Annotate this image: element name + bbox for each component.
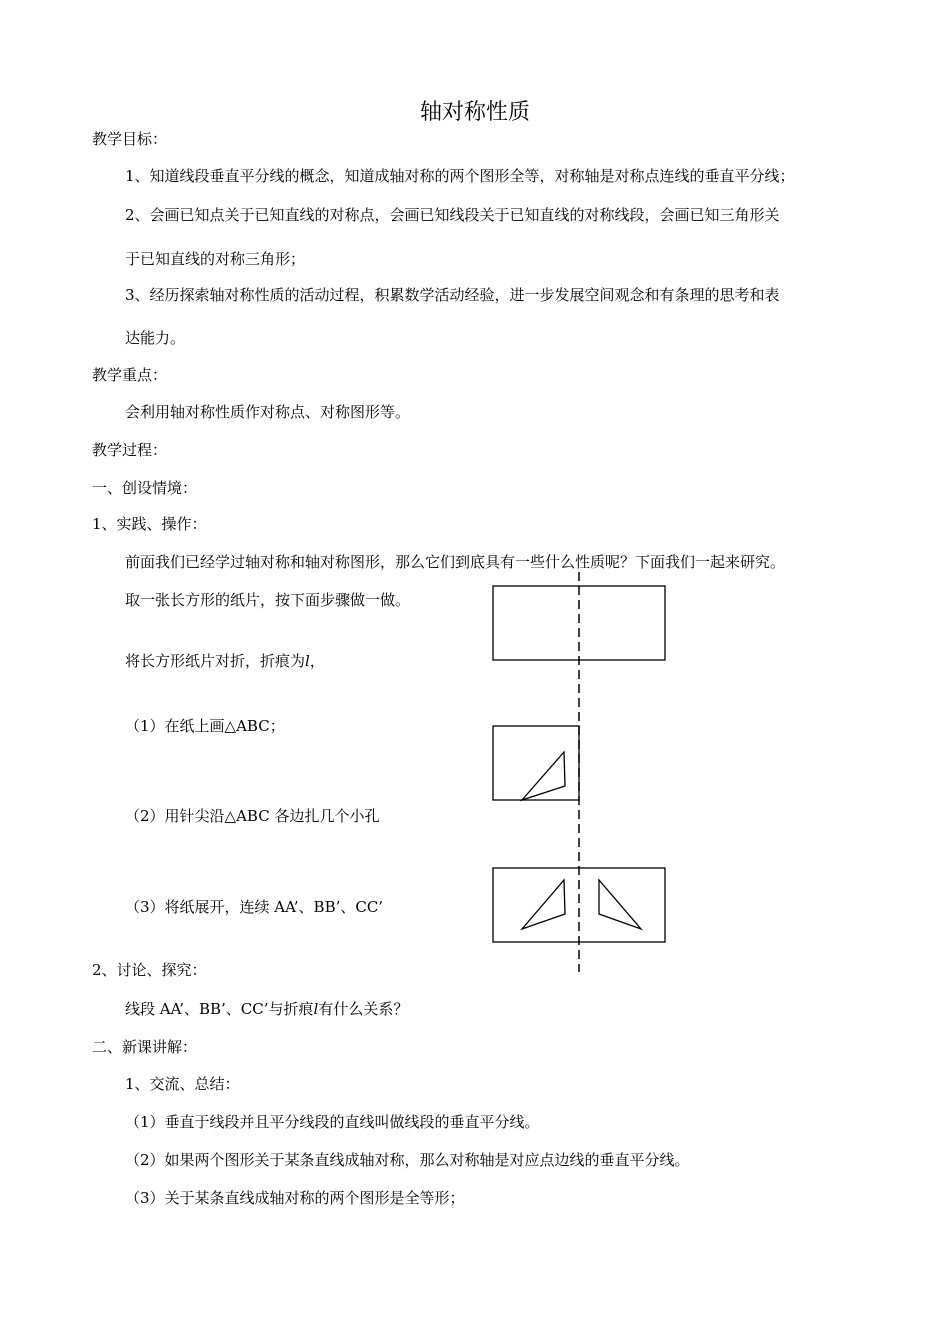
goal-3-line-1: 3、经历探索轴对称性质的活动过程，积累数学活动经验，进一步发展空间观念和有条理的思考和表: [125, 286, 780, 304]
subsection-2-heading: 2、讨论、探究：: [92, 961, 207, 979]
section-2-heading: 二、新课讲解：: [92, 1038, 198, 1056]
intro-text: 前面我们已经学过轴对称和轴对称图形，那么它们到底具有一些什么性质呢？下面我们一起来研究。: [125, 553, 786, 571]
point-3: （3）关于某条直线成轴对称的两个图形是全等形；: [125, 1189, 465, 1207]
subsection-3-heading: 1、交流、总结：: [125, 1075, 240, 1093]
question-suffix: 有什么关系？: [318, 1000, 409, 1018]
step-2: （2）用针尖沿△ABC 各边扎几个小孔: [125, 807, 380, 825]
step-fold-prefix: 将长方形纸片对折，折痕为: [125, 652, 306, 670]
question: [125, 999, 408, 1019]
process-heading: 教学过程：: [92, 441, 168, 459]
goals-heading: 教学目标：: [92, 130, 168, 148]
step-fold: [125, 651, 325, 671]
goal-2-line-1: 2、会画已知点关于已知直线的对称点，会画已知线段关于已知直线的对称线段，会画已知三角形关: [125, 206, 780, 224]
triangle-abc: [522, 880, 565, 929]
step-1: （1）在纸上画△ABC；: [125, 717, 285, 735]
step-3: （3）将纸展开，连续 AA’、BB’、CC’: [125, 898, 384, 916]
triangle-abc-folded: [522, 752, 565, 800]
question-prefix: 线段 AA’、BB’、CC’与折痕: [125, 1000, 314, 1018]
step-fold-suffix: ，: [309, 652, 325, 670]
section-1-heading: 一、创设情境：: [92, 479, 198, 497]
subsection-1-heading: 1、实践、操作：: [92, 515, 207, 533]
folded-paper-rectangle: [493, 726, 579, 800]
goal-3-line-2: 达能力。: [125, 329, 186, 347]
question-variable: l: [313, 1000, 319, 1018]
goal-2-line-2: 于已知直线的对称三角形；: [125, 250, 306, 268]
page-title: 轴对称性质: [419, 100, 530, 125]
fold-variable: l: [305, 652, 310, 670]
key-text: 会利用轴对称性质作对称点、对称图形等。: [125, 403, 411, 421]
full-paper-rectangle: [493, 586, 665, 660]
goal-1: 1、知道线段垂直平分线的概念，知道成轴对称的两个图形全等，对称轴是对称点连线的垂直平分线；: [125, 167, 795, 185]
point-1: （1）垂直于线段并且平分线段的直线叫做线段的垂直平分线。: [125, 1113, 540, 1131]
triangle-abc-reflected: [599, 880, 641, 929]
key-heading: 教学重点：: [92, 366, 168, 384]
unfolded-paper-rectangle: [493, 868, 665, 942]
step-take-paper: 取一张长方形的纸片，按下面步骤做一做。: [125, 591, 411, 609]
point-2: （2）如果两个图形关于某条直线成轴对称，那么对称轴是对应点边线的垂直平分线。: [125, 1151, 690, 1169]
